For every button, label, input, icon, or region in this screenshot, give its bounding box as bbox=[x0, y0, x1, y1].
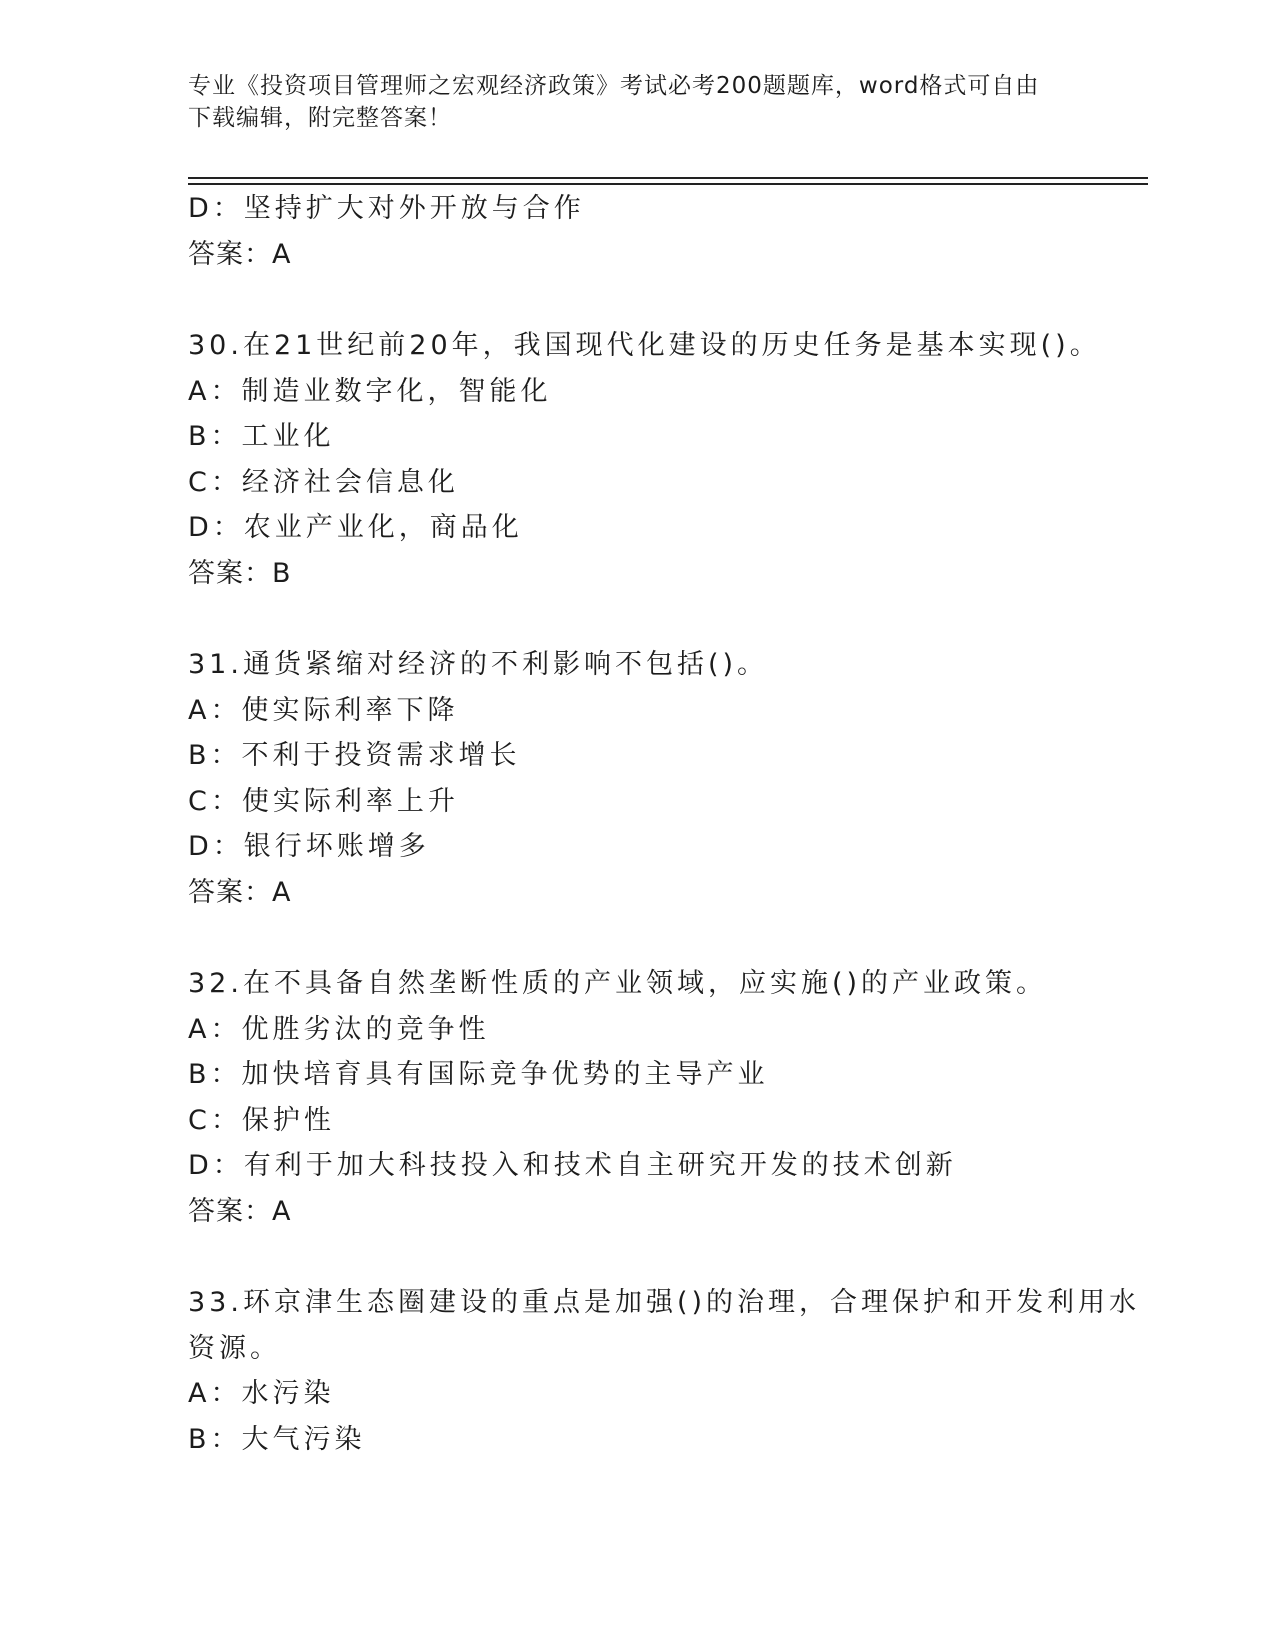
question-31-option-d: D：银行坏账增多 bbox=[188, 831, 430, 862]
document-header bbox=[188, 70, 1088, 134]
question-31-option-b: B：不利于投资需求增长 bbox=[188, 740, 521, 771]
question-33-option-a: A：水污染 bbox=[188, 1378, 335, 1409]
question-30-stem: 30.在21世纪前20年，我国现代化建设的历史任务是基本实现()。 bbox=[188, 330, 1101, 361]
question-32-option-c: C：保护性 bbox=[188, 1104, 335, 1136]
question-30-option-b: B：工业化 bbox=[188, 421, 335, 452]
header-rule-bottom bbox=[188, 183, 1148, 185]
question-32-stem: 32.在不具备自然垄断性质的产业领域，应实施()的产业政策。 bbox=[188, 968, 1048, 999]
question-30-option-a: A：制造业数字化，智能化 bbox=[188, 375, 552, 407]
question-32-option-d: D：有利于加大科技投入和技术自主研究开发的技术创新 bbox=[188, 1150, 957, 1181]
question-33-stem-line-1: 33.环京津生态圈建设的重点是加强()的治理，合理保护和开发利用水 bbox=[188, 1287, 1141, 1318]
answer-line: 答案：A bbox=[188, 238, 292, 270]
question-30-option-d: D：农业产业化，商品化 bbox=[188, 512, 523, 543]
spacer bbox=[188, 596, 1088, 642]
question-31-option-a: A：使实际利率下降 bbox=[188, 694, 459, 726]
question-32-option-b: B：加快培育具有国际竞争优势的主导产业 bbox=[188, 1059, 769, 1090]
option-d: D：坚持扩大对外开放与合作 bbox=[188, 193, 585, 224]
question-list bbox=[188, 186, 1141, 1462]
spacer bbox=[188, 1234, 1088, 1280]
question-31-option-c: C：使实际利率上升 bbox=[188, 785, 459, 817]
header-rule-top bbox=[188, 177, 1148, 179]
question-30-option-c: C：经济社会信息化 bbox=[188, 466, 459, 498]
spacer bbox=[188, 277, 1088, 323]
question-33-option-b: B：大气污染 bbox=[188, 1423, 366, 1455]
question-33-stem-line-2: 资源。 bbox=[188, 1332, 281, 1364]
question-32-option-a: A：优胜劣汰的竞争性 bbox=[188, 1013, 490, 1045]
spacer bbox=[188, 915, 1088, 961]
question-30-answer: 答案：B bbox=[188, 557, 292, 589]
question-32-answer: 答案：A bbox=[188, 1195, 292, 1227]
question-31-answer: 答案：A bbox=[188, 876, 292, 908]
question-31-stem: 31.通货紧缩对经济的不利影响不包括()。 bbox=[188, 649, 769, 680]
header-line-2: 下载编辑，附完整答案！ bbox=[188, 105, 452, 131]
header-line-1: 专业《投资项目管理师之宏观经济政策》考试必考200题题库，word格式可自由 bbox=[188, 73, 1040, 99]
